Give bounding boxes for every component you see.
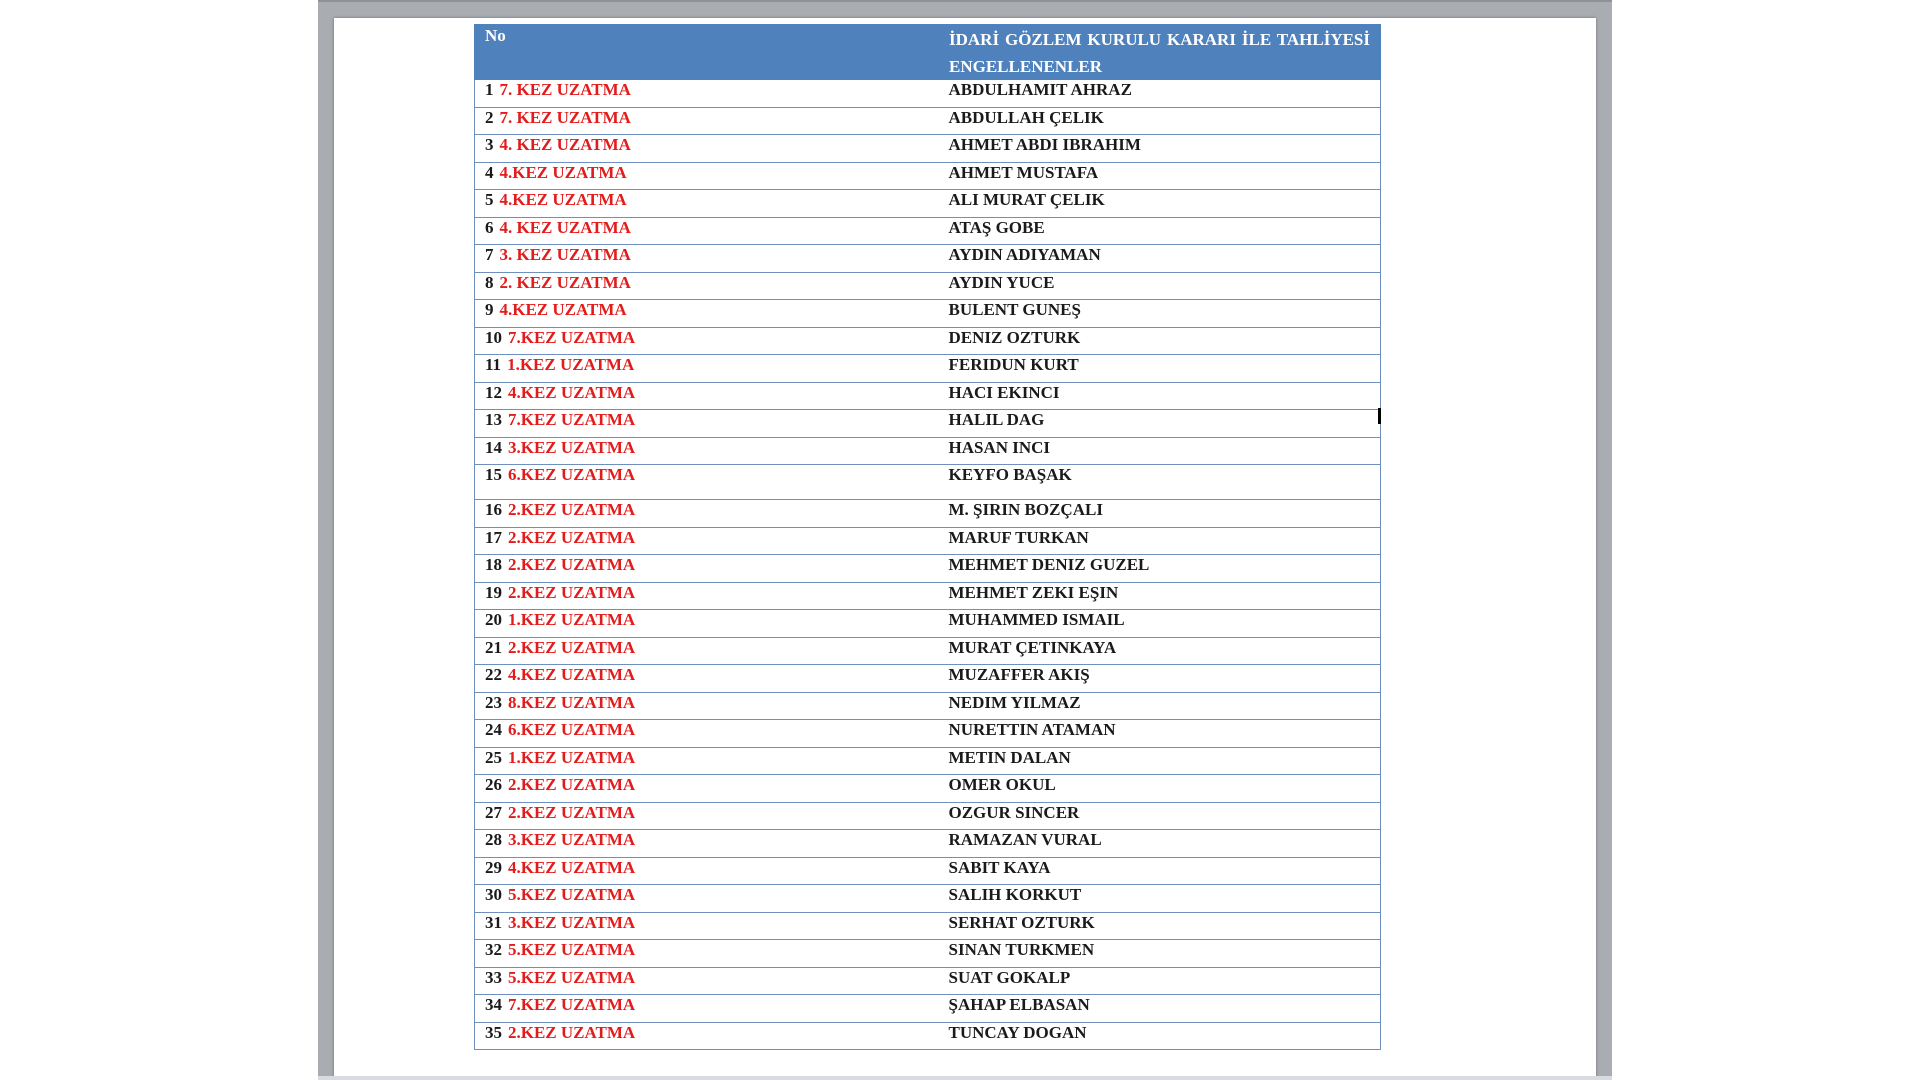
detainee-name: SALIH KORKUT bbox=[939, 885, 1381, 913]
table-row bbox=[475, 190, 1381, 218]
detainee-name: SERHAT OZTURK bbox=[939, 912, 1381, 940]
row-number: 30 bbox=[485, 885, 502, 904]
detainee-name: SABIT KAYA bbox=[939, 857, 1381, 885]
cell-number-status bbox=[475, 80, 939, 107]
table-row bbox=[475, 582, 1381, 610]
row-number: 24 bbox=[485, 720, 502, 739]
extension-status: 4.KEZ UZATMA bbox=[508, 382, 636, 402]
row-number: 20 bbox=[485, 610, 502, 629]
table-row bbox=[475, 1022, 1381, 1050]
extension-status: 6.KEZ UZATMA bbox=[508, 465, 636, 484]
extension-status: 4. KEZ UZATMA bbox=[499, 217, 631, 237]
row-number: 29 bbox=[485, 857, 502, 877]
cell-number-status bbox=[475, 1022, 939, 1050]
cell-number-status bbox=[475, 410, 939, 438]
extension-status: 2.KEZ UZATMA bbox=[508, 582, 636, 602]
extension-status: 4.KEZ UZATMA bbox=[508, 665, 636, 684]
cell-number-status bbox=[475, 720, 939, 748]
cell-number-status bbox=[475, 830, 939, 858]
row-number: 26 bbox=[485, 775, 502, 794]
header-decision: İDARİ GÖZLEM KURULU KARARI İLE TAHLİYESİ ENGELLENENLER bbox=[939, 24, 1381, 80]
extension-status: 3.KEZ UZATMA bbox=[508, 912, 636, 932]
row-number: 4 bbox=[485, 162, 494, 182]
table-row bbox=[475, 500, 1381, 528]
cell-number-status bbox=[475, 217, 939, 245]
detainee-name: ŞAHAP ELBASAN bbox=[939, 995, 1381, 1023]
detainee-name: HACI EKINCI bbox=[939, 382, 1381, 410]
extension-status: 6.KEZ UZATMA bbox=[508, 720, 636, 739]
cell-number-status bbox=[475, 995, 939, 1023]
table-row bbox=[475, 830, 1381, 858]
row-number: 32 bbox=[485, 940, 502, 959]
detainee-name: TUNCAY DOGAN bbox=[939, 1022, 1381, 1050]
detainee-name: AHMET MUSTAFA bbox=[939, 162, 1381, 190]
table-row bbox=[475, 555, 1381, 583]
extension-status: 2.KEZ UZATMA bbox=[508, 527, 636, 547]
cell-number-status bbox=[475, 967, 939, 995]
extension-status: 4.KEZ UZATMA bbox=[499, 190, 627, 209]
viewer-bottom-strip bbox=[318, 1076, 1612, 1080]
extension-status: 4.KEZ UZATMA bbox=[499, 162, 627, 182]
row-number: 6 bbox=[485, 217, 494, 237]
cell-number-status bbox=[475, 465, 939, 500]
detainee-name: MUHAMMED ISMAIL bbox=[939, 610, 1381, 638]
detainee-name: M. ŞIRIN BOZÇALI bbox=[939, 500, 1381, 528]
row-number: 27 bbox=[485, 802, 502, 822]
extension-status: 2.KEZ UZATMA bbox=[508, 775, 636, 794]
table-row bbox=[475, 720, 1381, 748]
cell-number-status bbox=[475, 637, 939, 665]
extension-status: 8.KEZ UZATMA bbox=[508, 692, 636, 712]
cell-number-status bbox=[475, 885, 939, 913]
cell-number-status bbox=[475, 382, 939, 410]
cell-number-status bbox=[475, 747, 939, 775]
detainee-name: ATAŞ GOBE bbox=[939, 217, 1381, 245]
row-number: 15 bbox=[485, 465, 502, 484]
detainee-name: BULENT GUNEŞ bbox=[939, 300, 1381, 328]
table-row bbox=[475, 217, 1381, 245]
cell-number-status bbox=[475, 135, 939, 163]
row-number: 31 bbox=[485, 912, 502, 932]
extension-status: 1.KEZ UZATMA bbox=[508, 610, 636, 629]
extension-status: 3. KEZ UZATMA bbox=[499, 245, 631, 264]
table-row bbox=[475, 885, 1381, 913]
detainee-name: ABDULLAH ÇELIK bbox=[939, 107, 1381, 135]
table-row bbox=[475, 692, 1381, 720]
extension-status: 7.KEZ UZATMA bbox=[508, 410, 636, 429]
cell-number-status bbox=[475, 527, 939, 555]
table-row bbox=[475, 382, 1381, 410]
extension-status: 2.KEZ UZATMA bbox=[508, 500, 636, 519]
table-row bbox=[475, 437, 1381, 465]
table-row bbox=[475, 802, 1381, 830]
row-number: 21 bbox=[485, 637, 502, 657]
extension-status: 1.KEZ UZATMA bbox=[508, 747, 636, 767]
table-row bbox=[475, 940, 1381, 968]
detainee-name: ABDULHAMIT AHRAZ bbox=[939, 80, 1381, 107]
table-row bbox=[475, 995, 1381, 1023]
extension-status: 4.KEZ UZATMA bbox=[499, 300, 627, 319]
extension-status: 7. KEZ UZATMA bbox=[499, 80, 631, 99]
detainee-name: SINAN TURKMEN bbox=[939, 940, 1381, 968]
table-row bbox=[475, 272, 1381, 300]
detainee-name: NURETTIN ATAMAN bbox=[939, 720, 1381, 748]
extension-status: 5.KEZ UZATMA bbox=[508, 967, 636, 987]
table-row bbox=[475, 912, 1381, 940]
cell-number-status bbox=[475, 162, 939, 190]
table-header-row bbox=[475, 24, 1381, 80]
cell-number-status bbox=[475, 802, 939, 830]
row-number: 28 bbox=[485, 830, 502, 849]
row-number: 11 bbox=[485, 355, 502, 374]
row-number: 12 bbox=[485, 382, 502, 402]
cell-number-status bbox=[475, 300, 939, 328]
detainee-name: ALI MURAT ÇELIK bbox=[939, 190, 1381, 218]
detainee-name: KEYFO BAŞAK bbox=[939, 465, 1381, 500]
extension-status: 4.KEZ UZATMA bbox=[508, 857, 636, 877]
extension-status: 2. KEZ UZATMA bbox=[499, 272, 631, 292]
row-number: 33 bbox=[485, 967, 502, 987]
header-no: No bbox=[475, 24, 939, 80]
row-number: 16 bbox=[485, 500, 502, 519]
table-row bbox=[475, 967, 1381, 995]
table-row bbox=[475, 747, 1381, 775]
cell-number-status bbox=[475, 665, 939, 693]
row-number: 5 bbox=[485, 190, 494, 209]
extension-status: 3.KEZ UZATMA bbox=[508, 830, 636, 849]
extension-status: 7. KEZ UZATMA bbox=[499, 107, 631, 127]
cell-number-status bbox=[475, 437, 939, 465]
cell-number-status bbox=[475, 692, 939, 720]
row-number: 17 bbox=[485, 527, 502, 547]
extension-status: 4. KEZ UZATMA bbox=[499, 135, 631, 154]
cell-number-status bbox=[475, 582, 939, 610]
viewer-top-border bbox=[318, 0, 1612, 2]
cell-number-status bbox=[475, 107, 939, 135]
extension-status: 7.KEZ UZATMA bbox=[508, 327, 636, 347]
row-number: 34 bbox=[485, 995, 502, 1014]
detainee-name: FERIDUN KURT bbox=[939, 355, 1381, 383]
document-page[interactable] bbox=[334, 18, 1596, 1080]
row-number: 18 bbox=[485, 555, 502, 574]
detainee-name: MURAT ÇETINKAYA bbox=[939, 637, 1381, 665]
table-row bbox=[475, 637, 1381, 665]
table-row bbox=[475, 465, 1381, 500]
detainee-name: OZGUR SINCER bbox=[939, 802, 1381, 830]
cell-number-status bbox=[475, 500, 939, 528]
table-body bbox=[475, 80, 1381, 1050]
table-row bbox=[475, 355, 1381, 383]
row-number: 8 bbox=[485, 272, 494, 292]
cell-number-status bbox=[475, 912, 939, 940]
extension-status: 1.KEZ UZATMA bbox=[507, 355, 635, 374]
extension-status: 3.KEZ UZATMA bbox=[508, 437, 636, 457]
table-row bbox=[475, 775, 1381, 803]
cell-number-status bbox=[475, 327, 939, 355]
table-row bbox=[475, 610, 1381, 638]
table-row bbox=[475, 80, 1381, 107]
detainee-name: DENIZ OZTURK bbox=[939, 327, 1381, 355]
detainee-name: OMER OKUL bbox=[939, 775, 1381, 803]
row-number: 23 bbox=[485, 692, 502, 712]
row-number: 19 bbox=[485, 582, 502, 602]
row-number: 7 bbox=[485, 245, 494, 264]
extension-status: 5.KEZ UZATMA bbox=[508, 940, 636, 959]
detainee-name: SUAT GOKALP bbox=[939, 967, 1381, 995]
detainee-name: HASAN INCI bbox=[939, 437, 1381, 465]
detainee-name: MARUF TURKAN bbox=[939, 527, 1381, 555]
cell-number-status bbox=[475, 775, 939, 803]
cell-number-status bbox=[475, 555, 939, 583]
row-number: 35 bbox=[485, 1022, 502, 1042]
cell-number-status bbox=[475, 940, 939, 968]
cell-number-status bbox=[475, 190, 939, 218]
cell-number-status bbox=[475, 355, 939, 383]
row-number: 3 bbox=[485, 135, 494, 154]
table-row bbox=[475, 857, 1381, 885]
table-row bbox=[475, 665, 1381, 693]
table-row bbox=[475, 162, 1381, 190]
row-number: 2 bbox=[485, 107, 494, 127]
extension-status: 2.KEZ UZATMA bbox=[508, 637, 636, 657]
document-viewer[interactable] bbox=[318, 0, 1612, 1080]
cell-number-status bbox=[475, 272, 939, 300]
detainee-table bbox=[474, 24, 1381, 1050]
extension-status: 2.KEZ UZATMA bbox=[508, 802, 636, 822]
row-number: 9 bbox=[485, 300, 494, 319]
table-row bbox=[475, 135, 1381, 163]
table-row bbox=[475, 300, 1381, 328]
row-number: 25 bbox=[485, 747, 502, 767]
row-number: 1 bbox=[485, 80, 494, 99]
detainee-name: MEHMET DENIZ GUZEL bbox=[939, 555, 1381, 583]
table-row bbox=[475, 107, 1381, 135]
row-number: 10 bbox=[485, 327, 502, 347]
cell-number-status bbox=[475, 245, 939, 273]
row-number: 13 bbox=[485, 410, 502, 429]
detainee-name: MUZAFFER AKIŞ bbox=[939, 665, 1381, 693]
detainee-name: METIN DALAN bbox=[939, 747, 1381, 775]
detainee-name: HALIL DAG bbox=[939, 410, 1381, 438]
table-row bbox=[475, 410, 1381, 438]
table-row bbox=[475, 245, 1381, 273]
extension-status: 5.KEZ UZATMA bbox=[508, 885, 636, 904]
text-cursor bbox=[1378, 408, 1381, 424]
detainee-name: AYDIN YUCE bbox=[939, 272, 1381, 300]
extension-status: 2.KEZ UZATMA bbox=[508, 555, 636, 574]
table-row bbox=[475, 527, 1381, 555]
detainee-name: RAMAZAN VURAL bbox=[939, 830, 1381, 858]
detainee-name: MEHMET ZEKI EŞIN bbox=[939, 582, 1381, 610]
detainee-name: NEDIM YILMAZ bbox=[939, 692, 1381, 720]
detainee-name: AYDIN ADIYAMAN bbox=[939, 245, 1381, 273]
cell-number-status bbox=[475, 857, 939, 885]
row-number: 14 bbox=[485, 437, 502, 457]
extension-status: 2.KEZ UZATMA bbox=[508, 1022, 636, 1042]
row-number: 22 bbox=[485, 665, 502, 684]
detainee-name: AHMET ABDI IBRAHIM bbox=[939, 135, 1381, 163]
extension-status: 7.KEZ UZATMA bbox=[508, 995, 636, 1014]
table-row bbox=[475, 327, 1381, 355]
cell-number-status bbox=[475, 610, 939, 638]
